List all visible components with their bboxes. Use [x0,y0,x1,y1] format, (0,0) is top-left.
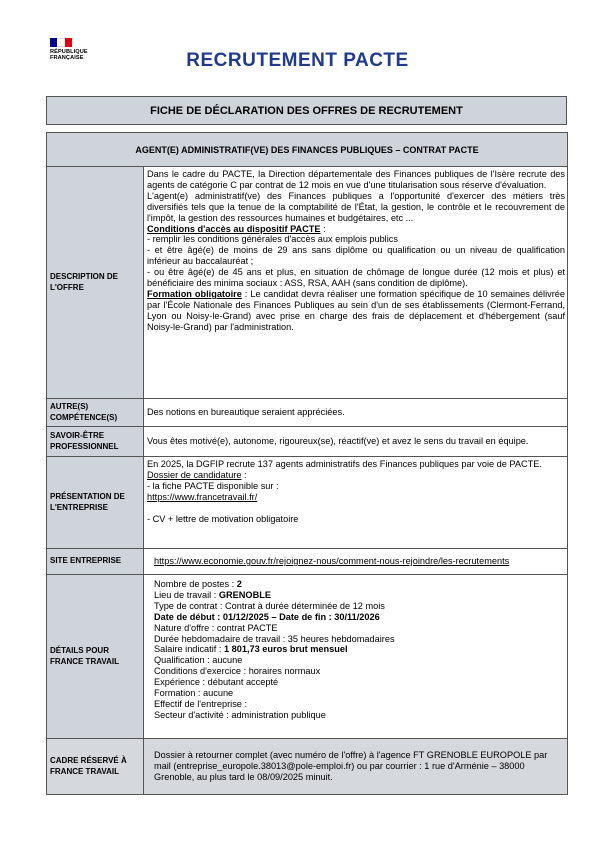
lieu-value: GRENOBLE [218,589,271,600]
dossier-suffix: : [241,469,247,480]
savoir-label: SAVOIR-ÊTRE PROFESSIONNEL [47,427,144,457]
form-header: FICHE DE DÉCLARATION DES OFFRES DE RECRUTEMENT [47,97,567,125]
condition-2: - et être âgé(e) de moins de 29 ans sans diplôme ou qualification ou un niveau de qualification inférieur au baccalauréat ; [147,245,566,267]
offer-table [46,132,568,795]
condition-1: - remplir les conditions générales d'accès aux emplois publics [147,234,398,245]
fiche-line: - la fiche PACTE disponible sur : [147,480,279,491]
description-p1: Dans le cadre du PACTE, la Direction départementale des Finances publiques de l'Isère recrute des agents de catégorie C par contrat de 12 mois en vue d'une titularisation sous réserve d'évaluation. [147,169,566,190]
savoir-value: Vous êtes motivé(e), autonome, rigoureux(se), réactif(ve) et avez le sens du travail en équipe. [144,427,568,457]
site-link[interactable]: https://www.economie.gouv.fr/rejoignez-nous/comment-nous-rejoindre/les-recrutements [154,556,510,567]
page-title: RECRUTEMENT PACTE [186,50,409,71]
postes-value: 2 [236,579,242,589]
job-title: AGENT(E) ADMINISTRATIF(VE) DES FINANCES PUBLIQUES – CONTRAT PACTE [47,133,568,167]
dossier-title: Dossier de candidature [147,469,242,480]
postes-label: Nombre de postes : [154,579,237,589]
lieu-label: Lieu de travail : [154,589,219,600]
secteur-line: Secteur d'activité : administration publique [154,709,326,720]
site-label: SITE ENTREPRISE [47,549,144,575]
conditions-heading [147,224,565,235]
duree-line: Durée hebdomadaire de travail : 35 heures hebdomadaires [154,633,395,644]
conditions-title: Conditions d'accès au dispositif PACTE [147,223,321,234]
qualification-line: Qualification : aucune [154,655,243,666]
formation-text: : Le candidat devra réaliser une formation spécifique de 10 semaines délivrée par l'École Nationale des Finances Publiques au sein d'un de ses établissements (Clermont-Ferrand, Lyon ou Noisy-le-Grand) avec prise en charge des frais de déplacement et d'hébergement (sauf Noisy-le-Grand) par l'administration. [147,288,566,332]
postes-line [154,579,565,590]
lieu-line [154,590,565,601]
logo-line1: RÉPUBLIQUE [50,49,88,55]
form-header-table [46,96,567,125]
presentation-label: PRÉSENTATION DE L'ENTREPRISE [47,457,144,549]
contrat-line: Type de contrat : Contrat à durée déterminée de 12 mois [154,600,385,611]
nature-line: Nature d'offre : contrat PACTE [154,622,278,633]
logo-line2: FRANÇAISE [50,55,84,61]
description-value [144,167,568,399]
conditions-line: Conditions d'exercice : horaires normaux [154,666,321,677]
formation-line: Formation : aucune [154,688,234,699]
flag-icon [50,38,72,47]
effectif-line: Effectif de l'entreprise : [154,698,247,709]
conditions-suffix: : [320,223,326,234]
cadre-value: Dossier à retourner complet (avec numéro de l'offre) à l'agence FT GRENOBLE EUROPOLE par mail (entreprise_europole.38013@pole-emploi.fr) ou par courrier : 1 rue d'Arménie – 38000 Grenoble, au plus tard le 08/09/2025 minuit. [144,739,568,795]
details-label: DÉTAILS POUR FRANCE TRAVAIL [47,575,144,739]
salaire-value: 1 801,73 euros brut mensuel [223,644,348,655]
description-p2: L'agent(e) administratif(ve) des Finances publiques a l'opportunité d'exercer des métiers très diversifiés tels que la tenue de la comptabilité de l'État, la gestion, le contrôle et le recouvrement de l'impôt, la gestion des ressources humaines et budgétaires, etc ... [147,190,566,223]
autres-value: Des notions en bureautique seraient appréciées. [144,399,568,427]
francetravail-link[interactable]: https://www.francetravail.fr/ [147,491,258,502]
experience-line: Expérience : débutant accepté [154,677,279,688]
autres-label: AUTRE(S) COMPÉTENCE(S) [47,399,144,427]
formation-title: Formation obligatoire [147,288,242,299]
salaire-label: Salaire indicatif : [154,644,224,655]
salaire-line [154,644,565,655]
formation-paragraph [147,289,565,333]
cadre-label: CADRE RÉSERVÉ À FRANCE TRAVAIL [47,739,144,795]
condition-3: - ou être âgé(e) de 45 ans et plus, en situation de chômage de longue durée (12 mois et plus) et bénéficiaire des minima sociaux : ASS, RSA, AAH (sans condition de diplôme). [147,267,566,289]
dates-line: Date de début : 01/12/2025 – Date de fin : 30/11/2026 [154,611,380,622]
dossier-line [147,470,565,481]
presentation-value [144,457,568,549]
presentation-text: En 2025, la DGFIP recrute 137 agents administratifs des Finances publiques par voie de PACTE. [147,459,542,469]
cv-line: - CV + lettre de motivation obligatoire [147,513,299,524]
details-value [144,575,568,739]
description-label: DESCRIPTION DE L'OFFRE [47,167,144,399]
